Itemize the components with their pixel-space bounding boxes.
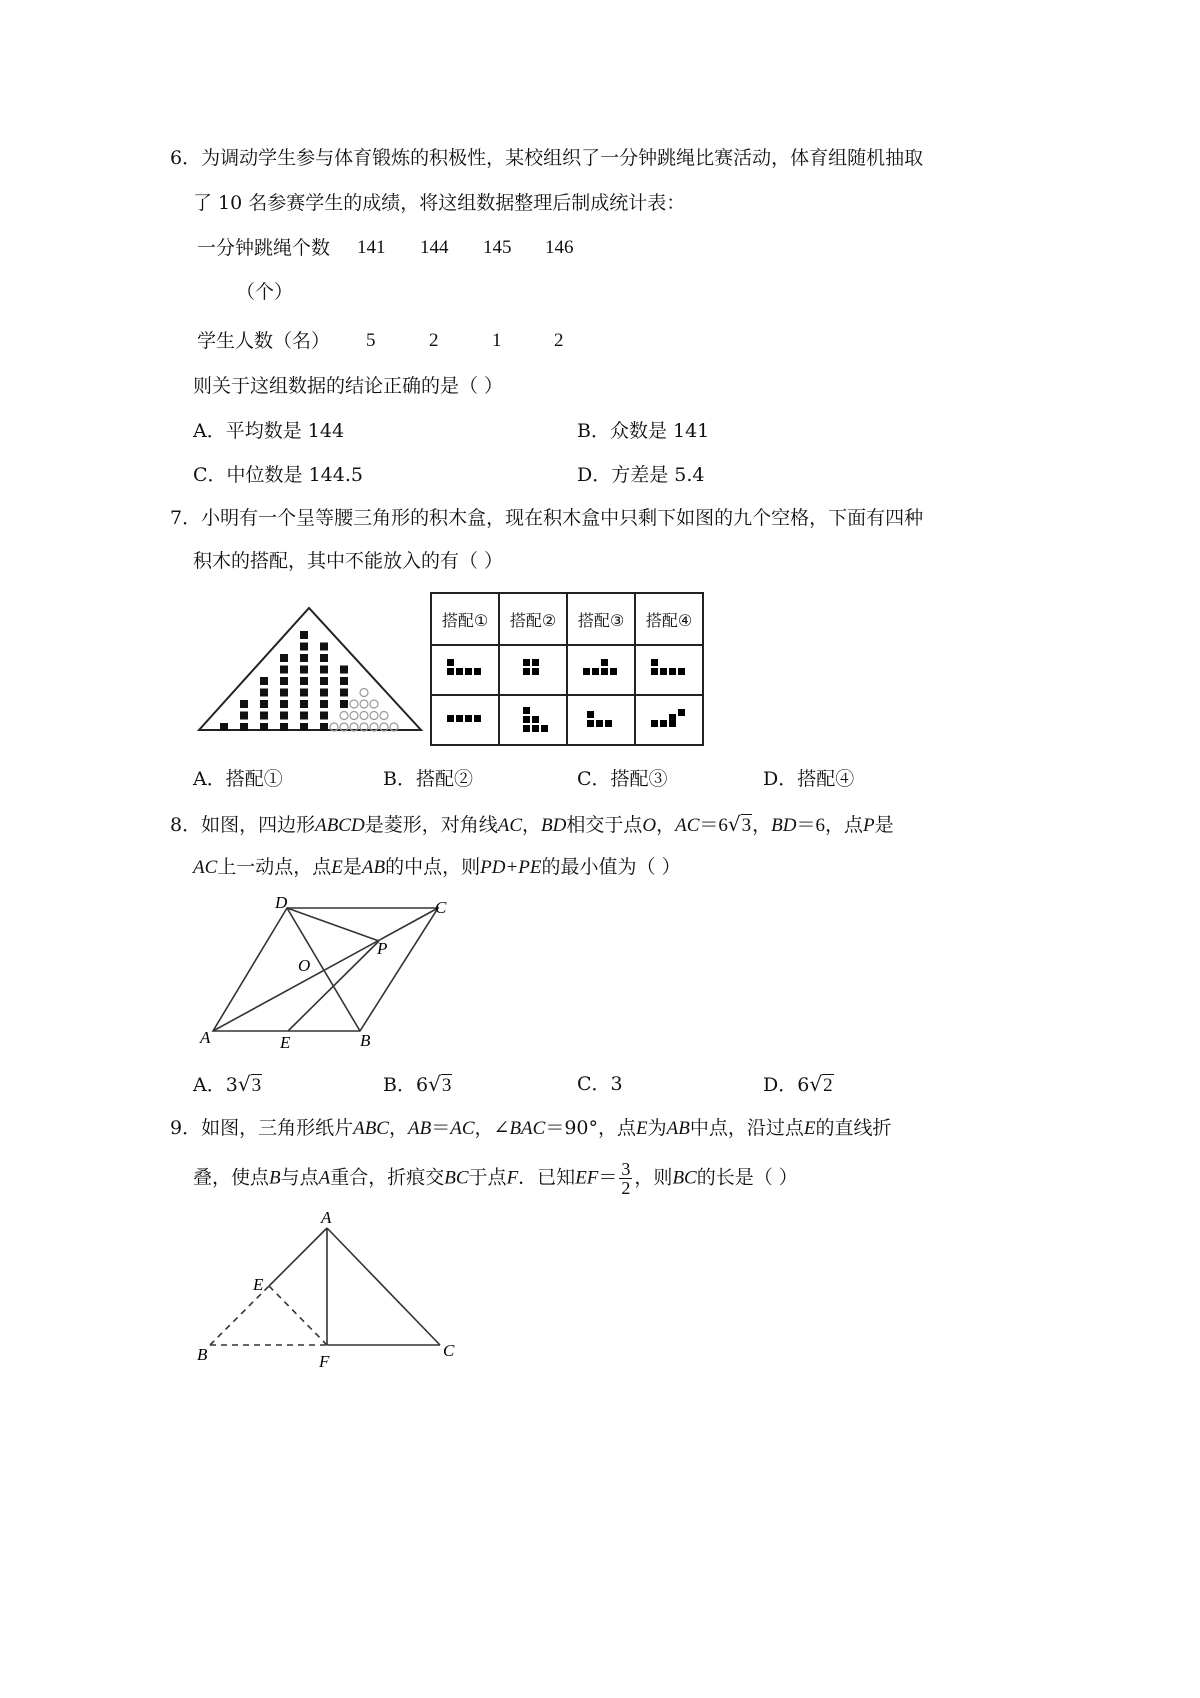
filled-block bbox=[240, 723, 248, 731]
filled-block bbox=[320, 654, 328, 662]
filled-block bbox=[300, 723, 308, 731]
segment-be-dashed bbox=[210, 1286, 269, 1345]
sqrt-symbol: √3 bbox=[727, 812, 752, 836]
block-piece-icon bbox=[647, 653, 691, 683]
q6-row2-value: 2 bbox=[429, 330, 439, 351]
filled-block bbox=[280, 666, 288, 674]
filled-block bbox=[340, 666, 348, 674]
filled-block bbox=[280, 689, 288, 697]
segment-ea bbox=[269, 1228, 327, 1286]
triangle-outline bbox=[199, 608, 421, 730]
filled-block bbox=[320, 677, 328, 685]
q6-row2-value: 1 bbox=[492, 330, 502, 351]
filled-block bbox=[320, 700, 328, 708]
filled-block bbox=[260, 700, 268, 708]
q6-option-a[interactable]: A．平均数是 144 bbox=[193, 420, 345, 442]
filled-block bbox=[340, 689, 348, 697]
empty-slot bbox=[360, 700, 368, 708]
q6-row2-value: 5 bbox=[366, 330, 376, 351]
block-piece-icon bbox=[579, 653, 623, 683]
piece-cell bbox=[635, 645, 703, 695]
filled-block bbox=[280, 677, 288, 685]
filled-block bbox=[320, 666, 328, 674]
filled-block bbox=[240, 712, 248, 720]
piece-cell bbox=[635, 695, 703, 745]
filled-block bbox=[260, 677, 268, 685]
q8-option-b[interactable]: B．6√3 bbox=[383, 1072, 452, 1096]
q8-line1: 8．如图，四边形ABCD是菱形，对角线AC，BD相交于点O，AC＝6√3，BD＝6，点P是 bbox=[170, 812, 894, 836]
filled-block bbox=[260, 689, 268, 697]
q6-row1-label: 一分钟跳绳个数 bbox=[197, 237, 331, 259]
filled-block bbox=[320, 643, 328, 651]
filled-block bbox=[280, 723, 288, 731]
q7-option-a[interactable]: A．搭配① bbox=[193, 768, 283, 790]
segment-ep bbox=[288, 941, 379, 1031]
filled-block bbox=[260, 723, 268, 731]
combo-header-1: 搭配① bbox=[431, 593, 499, 645]
filled-block bbox=[260, 712, 268, 720]
q7-option-d[interactable]: D．搭配④ bbox=[763, 768, 855, 790]
empty-slot bbox=[360, 712, 368, 720]
piece-cell bbox=[499, 695, 567, 745]
filled-block bbox=[320, 723, 328, 731]
q6-row2-label: 学生人数（名） bbox=[197, 330, 331, 352]
block-piece-icon bbox=[511, 703, 555, 733]
q6-line1: 6．为调动学生参与体育锻炼的积极性，某校组织了一分钟跳绳比赛活动，体育组随机抽取 bbox=[170, 147, 924, 169]
combo-header-4: 搭配④ bbox=[635, 593, 703, 645]
q8-option-c[interactable]: C．3 bbox=[577, 1073, 623, 1095]
filled-block bbox=[300, 654, 308, 662]
filled-block bbox=[340, 700, 348, 708]
piece-cell bbox=[431, 645, 499, 695]
piece-cell bbox=[567, 695, 635, 745]
filled-block bbox=[320, 689, 328, 697]
q6-row1-value: 145 bbox=[483, 237, 512, 258]
filled-block bbox=[280, 700, 288, 708]
label-O: O bbox=[298, 956, 311, 975]
filled-block bbox=[300, 677, 308, 685]
q6-row1-value: 146 bbox=[545, 237, 574, 258]
empty-slot bbox=[360, 689, 368, 697]
filled-block bbox=[320, 712, 328, 720]
label-A: A bbox=[200, 1028, 211, 1047]
label-C: C bbox=[443, 1341, 455, 1360]
q8-rhombus-figure bbox=[195, 893, 475, 1063]
label-A: A bbox=[321, 1208, 332, 1227]
segment-ef-dashed bbox=[269, 1286, 327, 1345]
q9-line1: 9．如图，三角形纸片ABC，AB＝AC，∠BAC＝90°，点E为AB中点，沿过点E的直线折 bbox=[170, 1117, 892, 1139]
label-B: B bbox=[360, 1031, 371, 1050]
empty-slot bbox=[350, 700, 358, 708]
fraction: $\frac{3}{2}$ bbox=[621, 1159, 631, 1198]
piece-cell bbox=[431, 695, 499, 745]
filled-block bbox=[300, 712, 308, 720]
filled-block bbox=[300, 643, 308, 651]
q8-line2: AC上一动点，点E是AB的中点，则PD+PE的最小值为（ ） bbox=[193, 856, 681, 878]
q8-option-a[interactable]: A．3√3 bbox=[193, 1072, 262, 1096]
filled-block bbox=[300, 666, 308, 674]
filled-block bbox=[240, 700, 248, 708]
q7-option-b[interactable]: B．搭配② bbox=[383, 768, 473, 790]
label-C: C bbox=[435, 898, 447, 917]
q8-option-d[interactable]: D．6√2 bbox=[763, 1072, 833, 1096]
q9-fold-triangle-figure bbox=[195, 1210, 475, 1380]
q6-option-d[interactable]: D．方差是 5.4 bbox=[577, 464, 705, 486]
combo-header-2: 搭配② bbox=[499, 593, 567, 645]
piece-cell bbox=[567, 645, 635, 695]
empty-slot bbox=[380, 712, 388, 720]
q6-row2-value: 2 bbox=[554, 330, 564, 351]
q6-row1-unit: （个） bbox=[236, 281, 294, 303]
label-D: D bbox=[275, 893, 288, 912]
block-piece-icon bbox=[511, 653, 555, 683]
q7-combo-table bbox=[430, 592, 704, 746]
combo-header-3: 搭配③ bbox=[567, 593, 635, 645]
q7-triangle-box-figure bbox=[195, 600, 435, 750]
q7-option-c[interactable]: C．搭配③ bbox=[577, 768, 668, 790]
filled-block bbox=[220, 723, 228, 731]
q6-option-b[interactable]: B．众数是 141 bbox=[577, 420, 710, 442]
label-B: B bbox=[197, 1345, 208, 1364]
segment-dp bbox=[287, 908, 379, 941]
label-E: E bbox=[253, 1275, 264, 1294]
label-E: E bbox=[280, 1033, 291, 1052]
block-piece-icon bbox=[647, 703, 691, 733]
empty-slot bbox=[370, 700, 378, 708]
label-P: P bbox=[377, 939, 388, 958]
q6-line2: 了 10 名参赛学生的成绩，将这组数据整理后制成统计表： bbox=[193, 192, 686, 214]
q7-line2: 积木的搭配，其中不能放入的有（ ） bbox=[193, 550, 504, 572]
empty-slot bbox=[350, 712, 358, 720]
q9-line2: 叠，使点B与点A重合，折痕交BC于点F．已知EF＝ $\frac{3}{2}$ ，则BC的长是（ ） bbox=[193, 1159, 798, 1198]
diagonal-ac bbox=[213, 908, 438, 1031]
empty-slot bbox=[340, 712, 348, 720]
q6-row1-value: 141 bbox=[357, 237, 386, 258]
filled-block bbox=[280, 654, 288, 662]
q6-row1-value: 144 bbox=[420, 237, 449, 258]
q6-question: 则关于这组数据的结论正确的是（ ） bbox=[193, 375, 504, 397]
q6-option-c[interactable]: C．中位数是 144.5 bbox=[193, 464, 363, 486]
empty-slot bbox=[370, 712, 378, 720]
segment-ac bbox=[327, 1228, 440, 1345]
piece-cell bbox=[499, 645, 567, 695]
label-F: F bbox=[319, 1352, 330, 1371]
filled-block bbox=[300, 689, 308, 697]
filled-block bbox=[300, 631, 308, 639]
filled-block bbox=[300, 700, 308, 708]
block-piece-icon bbox=[579, 703, 623, 733]
filled-block bbox=[340, 677, 348, 685]
block-piece-icon bbox=[443, 653, 487, 683]
q7-line1: 7．小明有一个呈等腰三角形的积木盒，现在积木盒中只剩下如图的九个空格，下面有四种 bbox=[170, 507, 924, 529]
block-piece-icon bbox=[443, 703, 487, 733]
filled-block bbox=[280, 712, 288, 720]
